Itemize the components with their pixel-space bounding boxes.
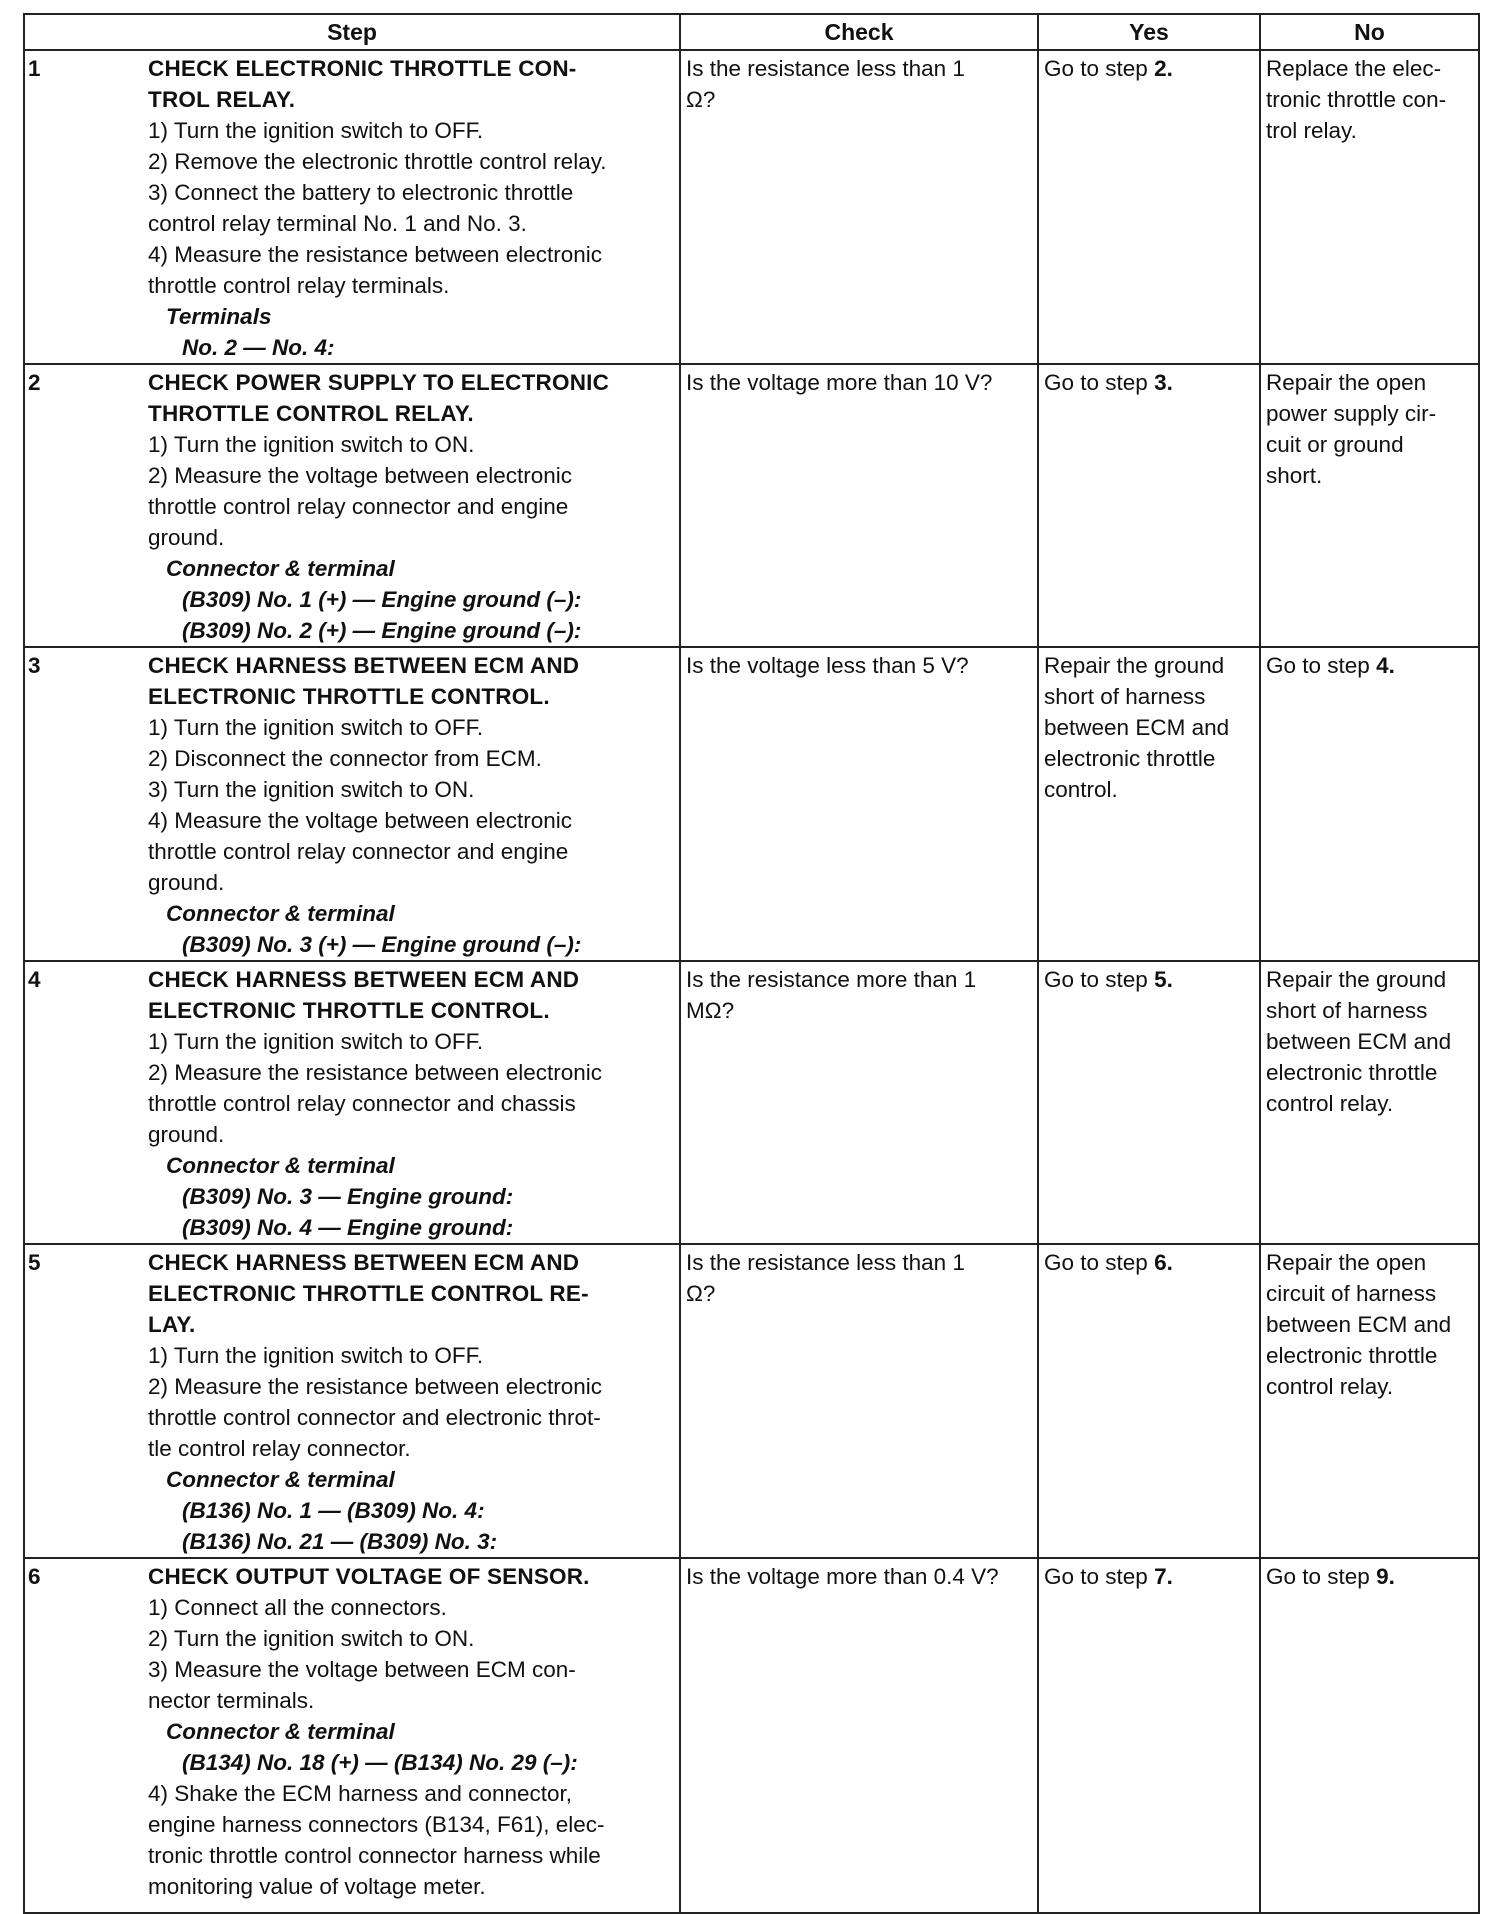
yes-cell [1038, 364, 1260, 647]
step-title: CHECK HARNESS BETWEEN ECM AND [148, 1250, 580, 1275]
step-title: LAY. [148, 1312, 196, 1337]
check-cell [680, 1558, 1038, 1913]
no-text: control relay. [1266, 1374, 1394, 1399]
table-row [24, 364, 1479, 647]
check-text: Is the voltage more than 0.4 V? [686, 1564, 999, 1589]
check-text: MΩ? [686, 998, 735, 1023]
yes-cell [1038, 50, 1260, 364]
step-instruction: 2) Disconnect the connector from ECM. [148, 746, 542, 771]
yes-text: Go to step [1044, 1250, 1155, 1275]
terminal-spec: (B136) No. 21 — (B309) No. 3: [182, 1529, 498, 1554]
yes-cell [1038, 1244, 1260, 1558]
check-text: Is the voltage less than 5 V? [686, 653, 969, 678]
step-instruction: control relay terminal No. 1 and No. 3. [148, 211, 527, 236]
no-text: power supply cir- [1266, 401, 1437, 426]
terminal-spec: (B309) No. 2 (+) — Engine ground (–): [182, 618, 582, 643]
no-text: cuit or ground [1266, 432, 1404, 457]
yes-step-ref: 3. [1154, 370, 1173, 395]
step-instruction: throttle control relay connector and engine [148, 839, 569, 864]
yes-step-ref: 5. [1154, 967, 1173, 992]
step-title: ELECTRONIC THROTTLE CONTROL. [148, 684, 550, 709]
yes-text: Go to step [1044, 370, 1155, 395]
step-instruction: 1) Connect all the connectors. [148, 1595, 447, 1620]
step-cell [24, 647, 680, 961]
table-header-row [24, 14, 1479, 50]
step-cell [24, 364, 680, 647]
yes-step-ref: 7. [1154, 1564, 1173, 1589]
no-text: Go to step [1266, 1564, 1377, 1589]
yes-text: Repair the ground [1044, 653, 1225, 678]
step-number: 1 [28, 56, 41, 81]
no-text: tronic throttle con- [1266, 87, 1447, 112]
step-title: ELECTRONIC THROTTLE CONTROL RE- [148, 1281, 589, 1306]
header-yes: Yes [1038, 14, 1260, 50]
check-text: Ω? [686, 87, 716, 112]
yes-step-ref: 6. [1154, 1250, 1173, 1275]
step-title: ELECTRONIC THROTTLE CONTROL. [148, 998, 550, 1023]
no-text: between ECM and [1266, 1312, 1452, 1337]
check-cell [680, 1244, 1038, 1558]
step-instruction: nector terminals. [148, 1688, 315, 1713]
step-cell [24, 961, 680, 1244]
check-text: Is the resistance less than 1 [686, 56, 965, 81]
diagnostic-procedure-table [23, 13, 1480, 1914]
yes-text: between ECM and [1044, 715, 1230, 740]
step-instruction: throttle control relay terminals. [148, 273, 450, 298]
terminal-label: Terminals [166, 304, 272, 329]
step-instruction: throttle control relay connector and chassis [148, 1091, 576, 1116]
step-instruction: 2) Remove the electronic throttle control relay. [148, 149, 607, 174]
step-instruction: 4) Measure the resistance between electronic [148, 242, 602, 267]
yes-text: control. [1044, 777, 1118, 802]
no-text: Repair the open [1266, 370, 1427, 395]
no-cell [1260, 1558, 1479, 1913]
table-row [24, 961, 1479, 1244]
step-title: TROL RELAY. [148, 87, 296, 112]
step-instruction: 2) Measure the resistance between electronic [148, 1374, 602, 1399]
check-text: Ω? [686, 1281, 716, 1306]
terminal-spec: No. 2 — No. 4: [182, 335, 335, 360]
step-number: 4 [28, 967, 41, 992]
no-text: between ECM and [1266, 1029, 1452, 1054]
step-instruction: ground. [148, 1122, 225, 1147]
step-title: THROTTLE CONTROL RELAY. [148, 401, 474, 426]
yes-cell [1038, 647, 1260, 961]
table-row [24, 50, 1479, 364]
terminal-label: Connector & terminal [166, 901, 395, 926]
no-text: Replace the elec- [1266, 56, 1442, 81]
terminal-label: Connector & terminal [166, 1719, 395, 1744]
step-instruction: engine harness connectors (B134, F61), elec- [148, 1812, 605, 1837]
no-step-ref: 9. [1376, 1564, 1395, 1589]
check-text: Is the resistance more than 1 [686, 967, 977, 992]
check-text: Is the voltage more than 10 V? [686, 370, 993, 395]
no-text: Go to step [1266, 653, 1377, 678]
step-title: CHECK HARNESS BETWEEN ECM AND [148, 653, 580, 678]
terminal-spec: (B309) No. 3 (+) — Engine ground (–): [182, 932, 582, 957]
table-row [24, 1244, 1479, 1558]
step-number: 3 [28, 653, 41, 678]
no-cell [1260, 364, 1479, 647]
check-cell [680, 50, 1038, 364]
check-cell [680, 364, 1038, 647]
terminal-spec: (B309) No. 3 — Engine ground: [182, 1184, 514, 1209]
yes-cell [1038, 961, 1260, 1244]
header-no: No [1260, 14, 1479, 50]
step-instruction: 1) Turn the ignition switch to ON. [148, 432, 475, 457]
step-instruction: 3) Measure the voltage between ECM con- [148, 1657, 576, 1682]
no-cell [1260, 647, 1479, 961]
terminal-label: Connector & terminal [166, 1153, 395, 1178]
step-instruction: throttle control connector and electronic throt- [148, 1405, 601, 1430]
no-text: short. [1266, 463, 1323, 488]
step-instruction: 1) Turn the ignition switch to OFF. [148, 1029, 484, 1054]
step-title: CHECK POWER SUPPLY TO ELECTRONIC [148, 370, 610, 395]
step-number: 5 [28, 1250, 41, 1275]
step-instruction: throttle control relay connector and engine [148, 494, 569, 519]
step-instruction: 1) Turn the ignition switch to OFF. [148, 1343, 484, 1368]
table-row [24, 647, 1479, 961]
step-cell [24, 50, 680, 364]
no-text: Repair the ground [1266, 967, 1447, 992]
no-step-ref: 4. [1376, 653, 1395, 678]
no-cell [1260, 1244, 1479, 1558]
check-text: Is the resistance less than 1 [686, 1250, 965, 1275]
check-cell [680, 647, 1038, 961]
yes-text: Go to step [1044, 1564, 1155, 1589]
no-text: electronic throttle [1266, 1060, 1438, 1085]
step-instruction: tronic throttle control connector harness while [148, 1843, 601, 1868]
no-text: Repair the open [1266, 1250, 1427, 1275]
step-instruction: 3) Connect the battery to electronic throttle [148, 180, 574, 205]
terminal-spec: (B309) No. 1 (+) — Engine ground (–): [182, 587, 582, 612]
step-title: CHECK ELECTRONIC THROTTLE CON- [148, 56, 577, 81]
step-instruction: 2) Measure the resistance between electronic [148, 1060, 602, 1085]
yes-text: short of harness [1044, 684, 1206, 709]
no-text: circuit of harness [1266, 1281, 1437, 1306]
step-cell [24, 1244, 680, 1558]
table-row [24, 1558, 1479, 1913]
step-number: 6 [28, 1564, 41, 1589]
step-instruction: monitoring value of voltage meter. [148, 1874, 486, 1899]
terminal-spec: (B309) No. 4 — Engine ground: [182, 1215, 514, 1240]
yes-text: Go to step [1044, 967, 1155, 992]
step-instruction: 4) Measure the voltage between electronic [148, 808, 572, 833]
no-text: electronic throttle [1266, 1343, 1438, 1368]
step-instruction: 2) Measure the voltage between electronic [148, 463, 572, 488]
terminal-label: Connector & terminal [166, 1467, 395, 1492]
check-cell [680, 961, 1038, 1244]
no-cell [1260, 961, 1479, 1244]
step-instruction: 1) Turn the ignition switch to OFF. [148, 118, 484, 143]
step-instruction: 2) Turn the ignition switch to ON. [148, 1626, 475, 1651]
terminal-label: Connector & terminal [166, 556, 395, 581]
yes-text: Go to step [1044, 56, 1155, 81]
no-text: trol relay. [1266, 118, 1357, 143]
terminal-spec: (B136) No. 1 — (B309) No. 4: [182, 1498, 485, 1523]
yes-text: electronic throttle [1044, 746, 1216, 771]
header-check: Check [680, 14, 1038, 50]
step-title: CHECK OUTPUT VOLTAGE OF SENSOR. [148, 1564, 590, 1589]
step-instruction: 4) Shake the ECM harness and connector, [148, 1781, 572, 1806]
yes-step-ref: 2. [1154, 56, 1173, 81]
no-text: control relay. [1266, 1091, 1394, 1116]
step-instruction: 1) Turn the ignition switch to OFF. [148, 715, 484, 740]
step-instruction: tle control relay connector. [148, 1436, 411, 1461]
step-instruction: ground. [148, 870, 225, 895]
terminal-spec: (B134) No. 18 (+) — (B134) No. 29 (–): [182, 1750, 578, 1775]
step-title: CHECK HARNESS BETWEEN ECM AND [148, 967, 580, 992]
step-cell [24, 1558, 680, 1913]
no-cell [1260, 50, 1479, 364]
no-text: short of harness [1266, 998, 1428, 1023]
header-step: Step [24, 14, 680, 50]
step-instruction: ground. [148, 525, 225, 550]
step-instruction: 3) Turn the ignition switch to ON. [148, 777, 475, 802]
yes-cell [1038, 1558, 1260, 1913]
step-number: 2 [28, 370, 41, 395]
